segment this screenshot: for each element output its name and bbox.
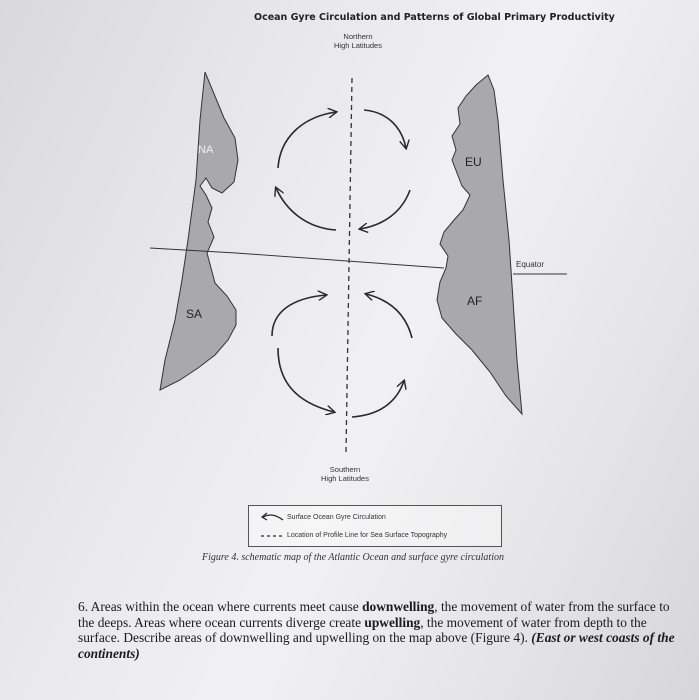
term-upwelling: upwelling [364,614,421,630]
legend-gyre-text: Surface Ocean Gyre Circulation [286,513,386,521]
question-6 [78,599,688,661]
americas-landmass [160,72,238,390]
label-eu: EU [465,155,482,169]
gyre-arrow-north-bottom-right [360,190,410,229]
europe-africa-landmass [437,75,522,414]
gyre-arrow-south-top-left [272,295,326,336]
north-label-line2: High Latitudes [334,41,382,50]
question-part1: Areas within the ocean where currents meet cause [90,599,359,614]
question-part3: , the movement of water from depth to the surface. Describe areas of downwelling and upwelling on the map above (Figure 4). [78,614,647,646]
figure-title: Ocean Gyre Circulation and Patterns of Global Primary Productivity [254,12,615,23]
south-label-line2: High Latitudes [321,474,369,483]
legend-gyre-row [259,512,386,522]
question-number: 6. [78,599,89,614]
label-equator: Equator [516,260,545,269]
profile-line [346,78,352,452]
legend-gyre-arrow-icon [259,512,285,522]
label-na: NA [198,144,214,156]
gyre-arrow-north-bottom-left [276,188,336,230]
south-label-line1: Southern [329,465,361,474]
figure-legend [248,505,502,547]
legend-profile-text: Location of Profile Line for Sea Surface Topography [286,531,448,539]
question-part2: , the movement of water from the surface to the deeps. Areas where ocean currents diverge create [78,599,670,630]
north-label-line1: Northern [343,32,373,41]
term-downwelling: downwelling [362,599,435,614]
label-sa: SA [186,307,203,321]
gyre-arrow-south-bottom-right [352,381,404,417]
gyre-arrow-north-top-left [278,112,336,168]
gyre-arrow-south-top-right [366,294,412,338]
figure-caption: Figure 4. schematic map of the Atlantic Ocean and surface gyre circulation [202,552,504,563]
question-hint: (East or west coasts of the continents) [78,630,675,661]
gyre-arrow-north-top-right [364,110,406,148]
label-af: AF [467,294,483,308]
legend-dashed-line-icon [259,530,285,540]
gyre-arrow-south-bottom-left [278,348,334,412]
legend-profile-row [259,530,447,540]
south-label [305,465,385,483]
equator-line-ocean [236,253,444,268]
